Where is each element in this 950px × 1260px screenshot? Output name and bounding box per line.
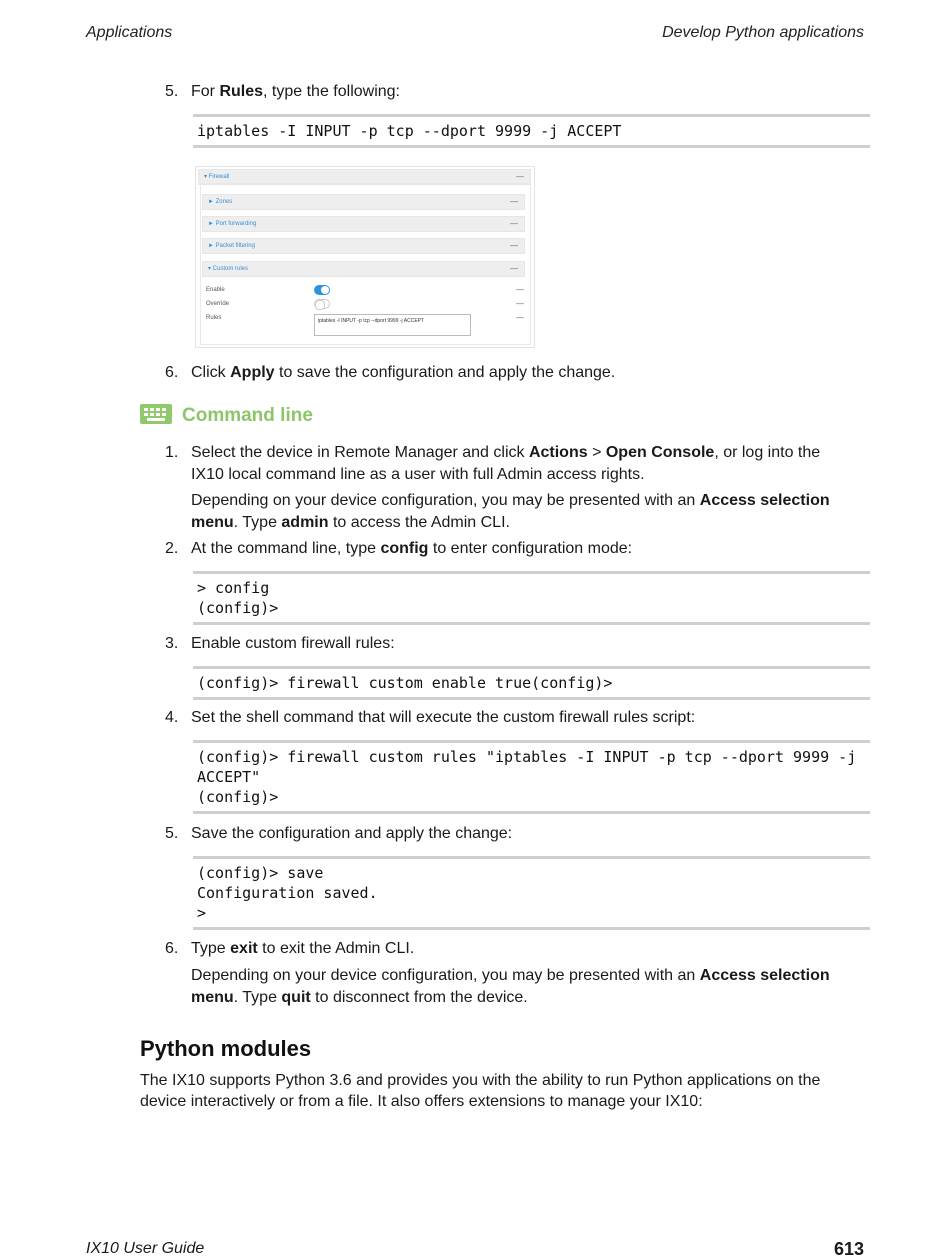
- firewall-section-header: ▾ Firewall —: [198, 169, 531, 185]
- step-number: 6.: [165, 940, 179, 957]
- packet-filtering-row: ► Packet filtering —: [202, 238, 525, 254]
- step-text: Set the shell command that will execute the custom firewall rules script:: [191, 709, 696, 726]
- rules-minus: —: [516, 313, 524, 322]
- running-header-left: Applications: [86, 24, 173, 41]
- step-number: 2.: [165, 540, 179, 557]
- step-number: 5.: [165, 83, 179, 100]
- zones-row: ► Zones —: [202, 194, 525, 210]
- step-number: 1.: [165, 444, 179, 461]
- step-number: 5.: [165, 825, 179, 842]
- step-number: 4.: [165, 709, 179, 726]
- step-text: Save the configuration and apply the change:: [191, 825, 513, 842]
- step-text: At the command line, type config to enter configuration mode:: [191, 540, 633, 557]
- footer-guide-title: IX10 User Guide: [86, 1240, 205, 1257]
- running-header-right: Develop Python applications: [662, 24, 864, 41]
- keyboard-icon: [140, 404, 172, 424]
- page-number: 613: [833, 1239, 864, 1259]
- override-minus: —: [516, 299, 524, 308]
- code-block-config: > config (config)>: [193, 571, 870, 625]
- code-block-rules-cli: (config)> firewall custom rules "iptables -I INPUT -p tcp --dport 9999 -j ACCEPT" (config)>: [193, 740, 870, 814]
- python-modules-body: The IX10 supports Python 3.6 and provides you with the ability to run Python applications on the device interactively or from a file. It also offers extensions to manage your IX10:: [140, 1072, 821, 1110]
- step-number: 3.: [165, 635, 179, 652]
- code-block-enable: (config)> firewall custom enable true(config)>: [193, 666, 870, 700]
- port-forwarding-row: ► Port forwarding —: [202, 216, 525, 232]
- enable-toggle: [314, 285, 330, 295]
- step-number: 6.: [165, 364, 179, 381]
- step-text: Type exit to exit the Admin CLI.: [191, 940, 415, 957]
- code-block-rules: iptables -I INPUT -p tcp --dport 9999 -j ACCEPT: [193, 114, 870, 148]
- step-text: Click Apply to save the configuration and apply the change.: [191, 364, 616, 381]
- override-toggle: [314, 299, 330, 309]
- custom-rules-row: ▾ Custom rules —: [202, 261, 525, 277]
- step-text: For Rules, type the following:: [191, 83, 400, 100]
- section-title: Command line: [182, 405, 313, 426]
- enable-label: Enable: [206, 287, 225, 293]
- rules-textarea: iptables -I INPUT -p tcp --dport 9999 -j ACCEPT: [314, 314, 471, 336]
- enable-minus: —: [516, 285, 524, 294]
- cli-step-6-note: Depending on your device configuration, you may be presented with an Access selection menu. Type quit to disconnect from the device.: [191, 967, 830, 1006]
- rules-label: Rules: [206, 315, 222, 321]
- step-text: Enable custom firewall rules:: [191, 635, 395, 652]
- cli-step-1-note: Depending on your device configuration, you may be presented with an Access selection menu. Type admin to access the Admin CLI.: [191, 492, 830, 531]
- firewall-screenshot: [195, 166, 535, 348]
- step-text: Select the device in Remote Manager and click Actions > Open Console, or log into the IX10 local command line as a user with full Admin access rights.: [191, 444, 821, 483]
- code-block-save: (config)> save Configuration saved. >: [193, 856, 870, 930]
- python-modules-heading: Python modules: [140, 1036, 312, 1061]
- override-label: Override: [206, 301, 230, 307]
